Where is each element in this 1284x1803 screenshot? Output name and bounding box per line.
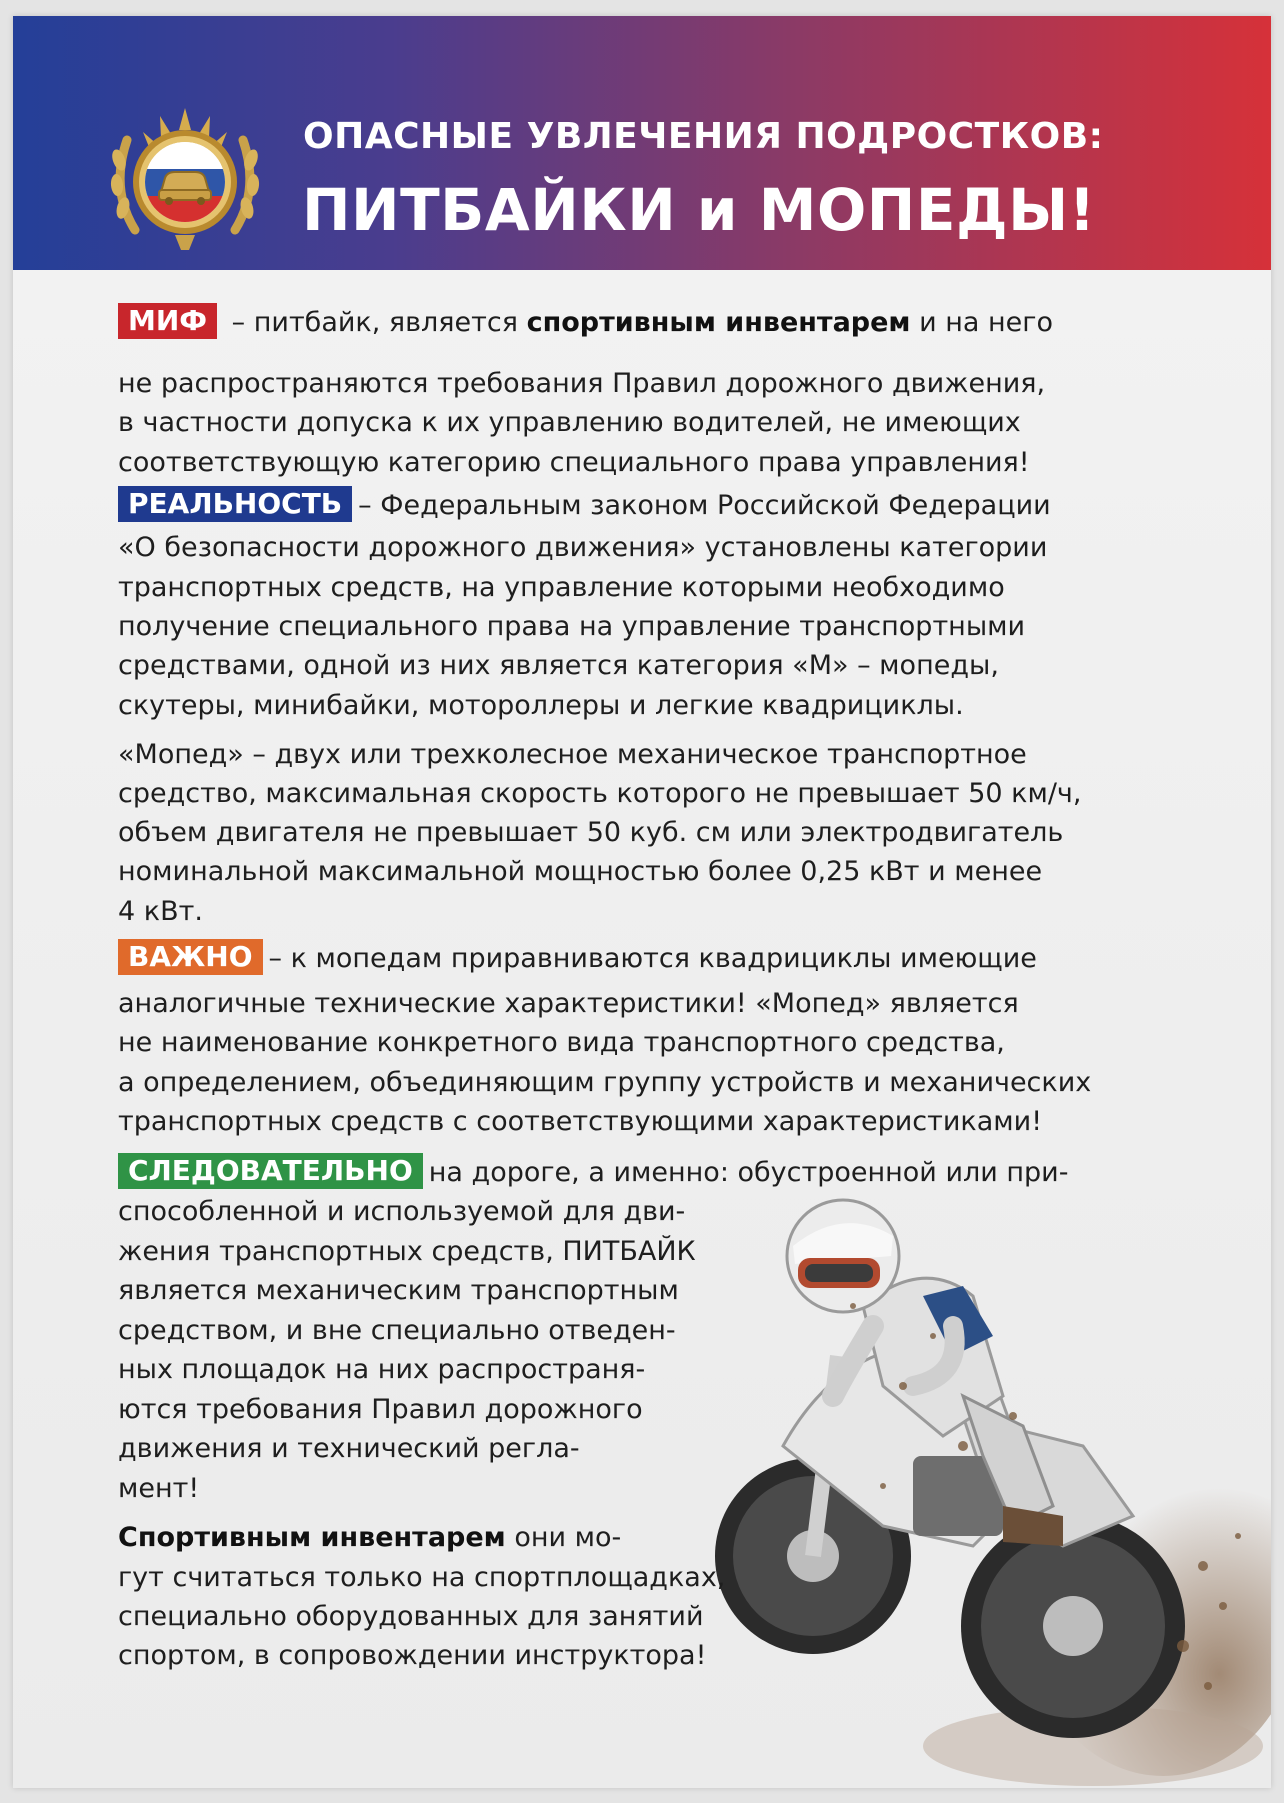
reality-line-4: получение специального права на управление транспортными	[118, 611, 1026, 642]
consequently-line-7: ются требования Правил дорожного	[118, 1394, 643, 1425]
moped-line-3: объем двигателя не превышает 50 куб. см или электродвигатель	[118, 817, 1064, 848]
important-tag: ВАЖНО	[118, 939, 263, 975]
consequently-line-9: мент!	[118, 1473, 200, 1504]
sports-line-4: спортом, в сопровождении инструктора!	[118, 1640, 707, 1671]
reality-tag: РЕАЛЬНОСТЬ	[118, 486, 352, 522]
myth-line-2: не распространяются требования Правил дорожного движения,	[118, 368, 1046, 399]
moped-line-1: «Мопед» – двух или трехколесное механическое транспортное	[118, 739, 1027, 770]
consequently-line-3: жения транспортных средств, ПИТБАЙК	[118, 1236, 696, 1267]
pitbike-rider-illustration-icon	[663, 1186, 1271, 1788]
reality-line-2: «О безопасности дорожного движения» установлены категории	[118, 532, 1048, 563]
consequently-line-8: движения и технический регла-	[118, 1433, 580, 1464]
myth-line-4: соответствующую категорию специального права управления!	[118, 447, 1030, 478]
sports-bold: Спортивным инвентарем	[118, 1522, 506, 1553]
sports-line-3: специально оборудованных для занятий	[118, 1601, 704, 1632]
consequently-line-1	[118, 1153, 1068, 1193]
consequently-line-6: ных площадок на них распространя-	[118, 1354, 646, 1385]
header-subtitle: ОПАСНЫЕ УВЛЕЧЕНИЯ ПОДРОСТКОВ:	[303, 116, 1104, 157]
reality-line-3: транспортных средств, на управление которыми необходимо	[118, 572, 1005, 603]
consequently-tag: СЛЕДОВАТЕЛЬНО	[118, 1153, 423, 1189]
myth-bold: спортивным инвентарем	[526, 307, 911, 338]
moped-line-2: средство, максимальная скорость которого не превышает 50 км/ч,	[118, 778, 1082, 809]
important-line-1	[118, 939, 1037, 979]
myth-text-end: и на него	[910, 307, 1053, 338]
important-line-3: не наименование конкретного вида транспортного средства,	[118, 1027, 1005, 1058]
consequently-text: на дороге, а именно: обустроенной или при-	[428, 1157, 1069, 1188]
important-line-4: а определением, объединяющим группу устройств и механических	[118, 1067, 1092, 1098]
sports-line-2: гут считаться только на спортплощадках,	[118, 1562, 726, 1593]
poster	[13, 16, 1271, 1788]
important-line-5: транспортных средств с соответствующими характеристиками!	[118, 1106, 1043, 1137]
reality-line-1	[118, 486, 1051, 526]
consequently-line-4: является механическим транспортным	[118, 1275, 679, 1306]
myth-line-3: в частности допуска к их управлению водителей, не имеющих	[118, 407, 1021, 438]
moped-line-4: номинальной максимальной мощностью более 0,25 кВт и менее	[118, 856, 1043, 887]
sports-line-1	[118, 1518, 621, 1558]
myth-tag: МИФ	[118, 303, 217, 339]
traffic-police-emblem-icon	[105, 100, 265, 260]
consequently-line-2: способленной и используемой для дви-	[118, 1196, 686, 1227]
reality-line-6: скутеры, минибайки, мотороллеры и легкие квадрициклы.	[118, 690, 964, 721]
header-banner	[13, 16, 1271, 270]
reality-text: – Федеральным законом Российской Федерации	[358, 490, 1051, 521]
header-title: ПИТБАЙКИ и МОПЕДЫ!	[302, 176, 1096, 244]
myth-text: – питбайк, является	[223, 307, 527, 338]
important-text: – к мопедам приравниваются квадрициклы имеющие	[268, 943, 1037, 974]
important-line-2: аналогичные технические характеристики! «Мопед» является	[118, 988, 1019, 1019]
consequently-line-5: средством, и вне специально отведен-	[118, 1315, 676, 1346]
sports-text: они мо-	[505, 1522, 622, 1553]
moped-line-5: 4 кВт.	[118, 896, 203, 927]
myth-line-1	[118, 303, 1053, 343]
reality-line-5: средствами, одной из них является категория «М» – мопеды,	[118, 650, 999, 681]
